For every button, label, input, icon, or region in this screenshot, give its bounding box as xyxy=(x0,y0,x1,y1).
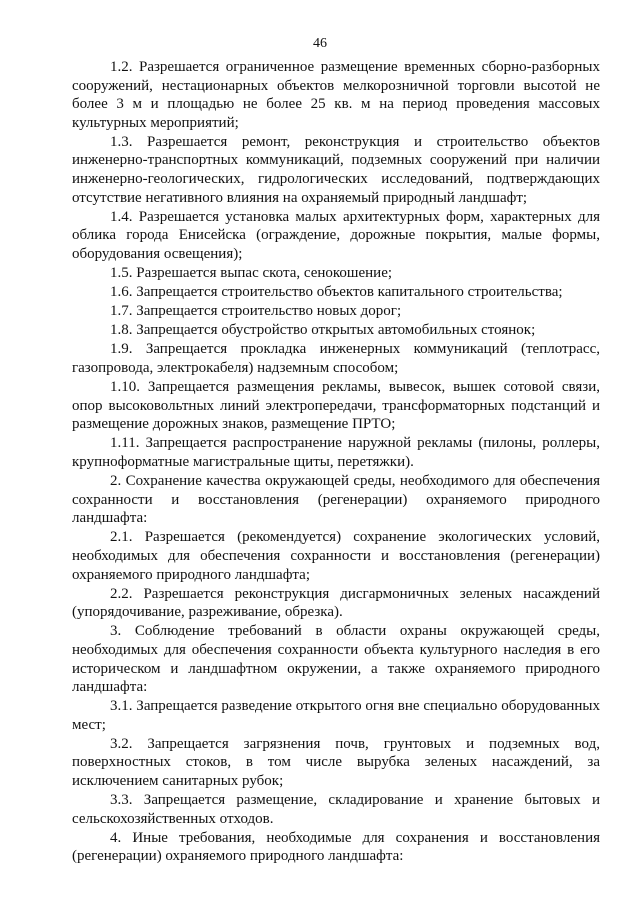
paragraph-1-2: 1.2. Разрешается ограниченное размещение временных сборно-разборных сооружений, нестационарных объектов мелкорозничной торговли высотой не более 3 м и площадью не более 25 кв. м на период проведения массовых культурных мероприятий; xyxy=(72,59,600,131)
paragraph-1-3: 1.3. Разрешается ремонт, реконструкция и строительство объектов инженерно-транспортных коммуникаций, подземных сооружений при наличии инженерно-геологических, гидрологических исследований, подтверждающих отсутствие негативного влияния на охраняемый природный ландшафт; xyxy=(72,133,600,206)
paragraph-1-7: 1.7. Запрещается строительство новых дорог; xyxy=(110,303,402,320)
paragraph-4: 4. Иные требования, необходимые для сохранения и восстановления (регенерации) охраняемого природного ландшафта: xyxy=(72,829,600,865)
paragraph-1-4: 1.4. Разрешается установка малых архитектурных форм, характерных для облика города Енисейска (ограждение, дорожные покрытия, малые формы, оборудования освещения); xyxy=(72,208,600,262)
paragraph-2-2: 2.2. Разрешается реконструкция дисгармоничных зеленых насаждений (упорядочивание, разреживание, обрезка). xyxy=(72,585,600,621)
paragraph-2-1: 2.1. Разрешается (рекомендуется) сохранение экологических условий, необходимых для обеспечения сохранности и восстановления (регенерации) охраняемого природного ландшафта; xyxy=(72,529,600,583)
paragraph-1-8: 1.8. Запрещается обустройство открытых автомобильных стоянок; xyxy=(110,322,536,339)
paragraph-3-1: 3.1. Запрещается разведение открытого огня вне специально оборудованных мест; xyxy=(72,698,600,733)
paragraph-1-6: 1.6. Запрещается строительство объектов капитального строительства; xyxy=(110,284,563,301)
page-number: 46 xyxy=(313,36,327,51)
paragraph-1-5: 1.5. Разрешается выпас скота, сенокошение; xyxy=(110,265,393,282)
paragraph-2: 2. Сохранение качества окружающей среды, необходимого для обеспечения сохранности и восстановления (регенерации) охраняемого природного ландшафта: xyxy=(72,473,600,527)
paragraph-1-9: 1.9. Запрещается прокладка инженерных коммуникаций (теплотрасс, газопровода, электрокабеля) надземным способом; xyxy=(72,341,600,376)
paragraph-3-2: 3.2. Запрещается загрязнения почв, грунтовых и подземных вод, поверхностных стоков, в том числе вырубка зеленых насаждений, за исключением санитарных рубок; xyxy=(72,735,600,790)
paragraph-1-10: 1.10. Запрещается размещения рекламы, вывесок, вышек сотовой связи, опор высоковольтных линий электропередачи, трансформаторных подстанций и размещение дорожных знаков, размещение ПРТО; xyxy=(72,379,600,433)
paragraph-3-3: 3.3. Запрещается размещение, складирование и хранение бытовых и сельскохозяйственных отходов. xyxy=(72,792,600,827)
paragraph-1-11: 1.11. Запрещается распространение наружной рекламы (пилоны, роллеры, крупноформатные магистральные щиты, перетяжки). xyxy=(72,435,600,470)
paragraph-3: 3. Соблюдение требований в области охраны окружающей среды, необходимых для обеспечения сохранности объекта культурного наследия в его историческом и ландшафтном окружении, а также охраняемого природного ландшафта: xyxy=(72,623,600,696)
document-body xyxy=(72,58,600,866)
